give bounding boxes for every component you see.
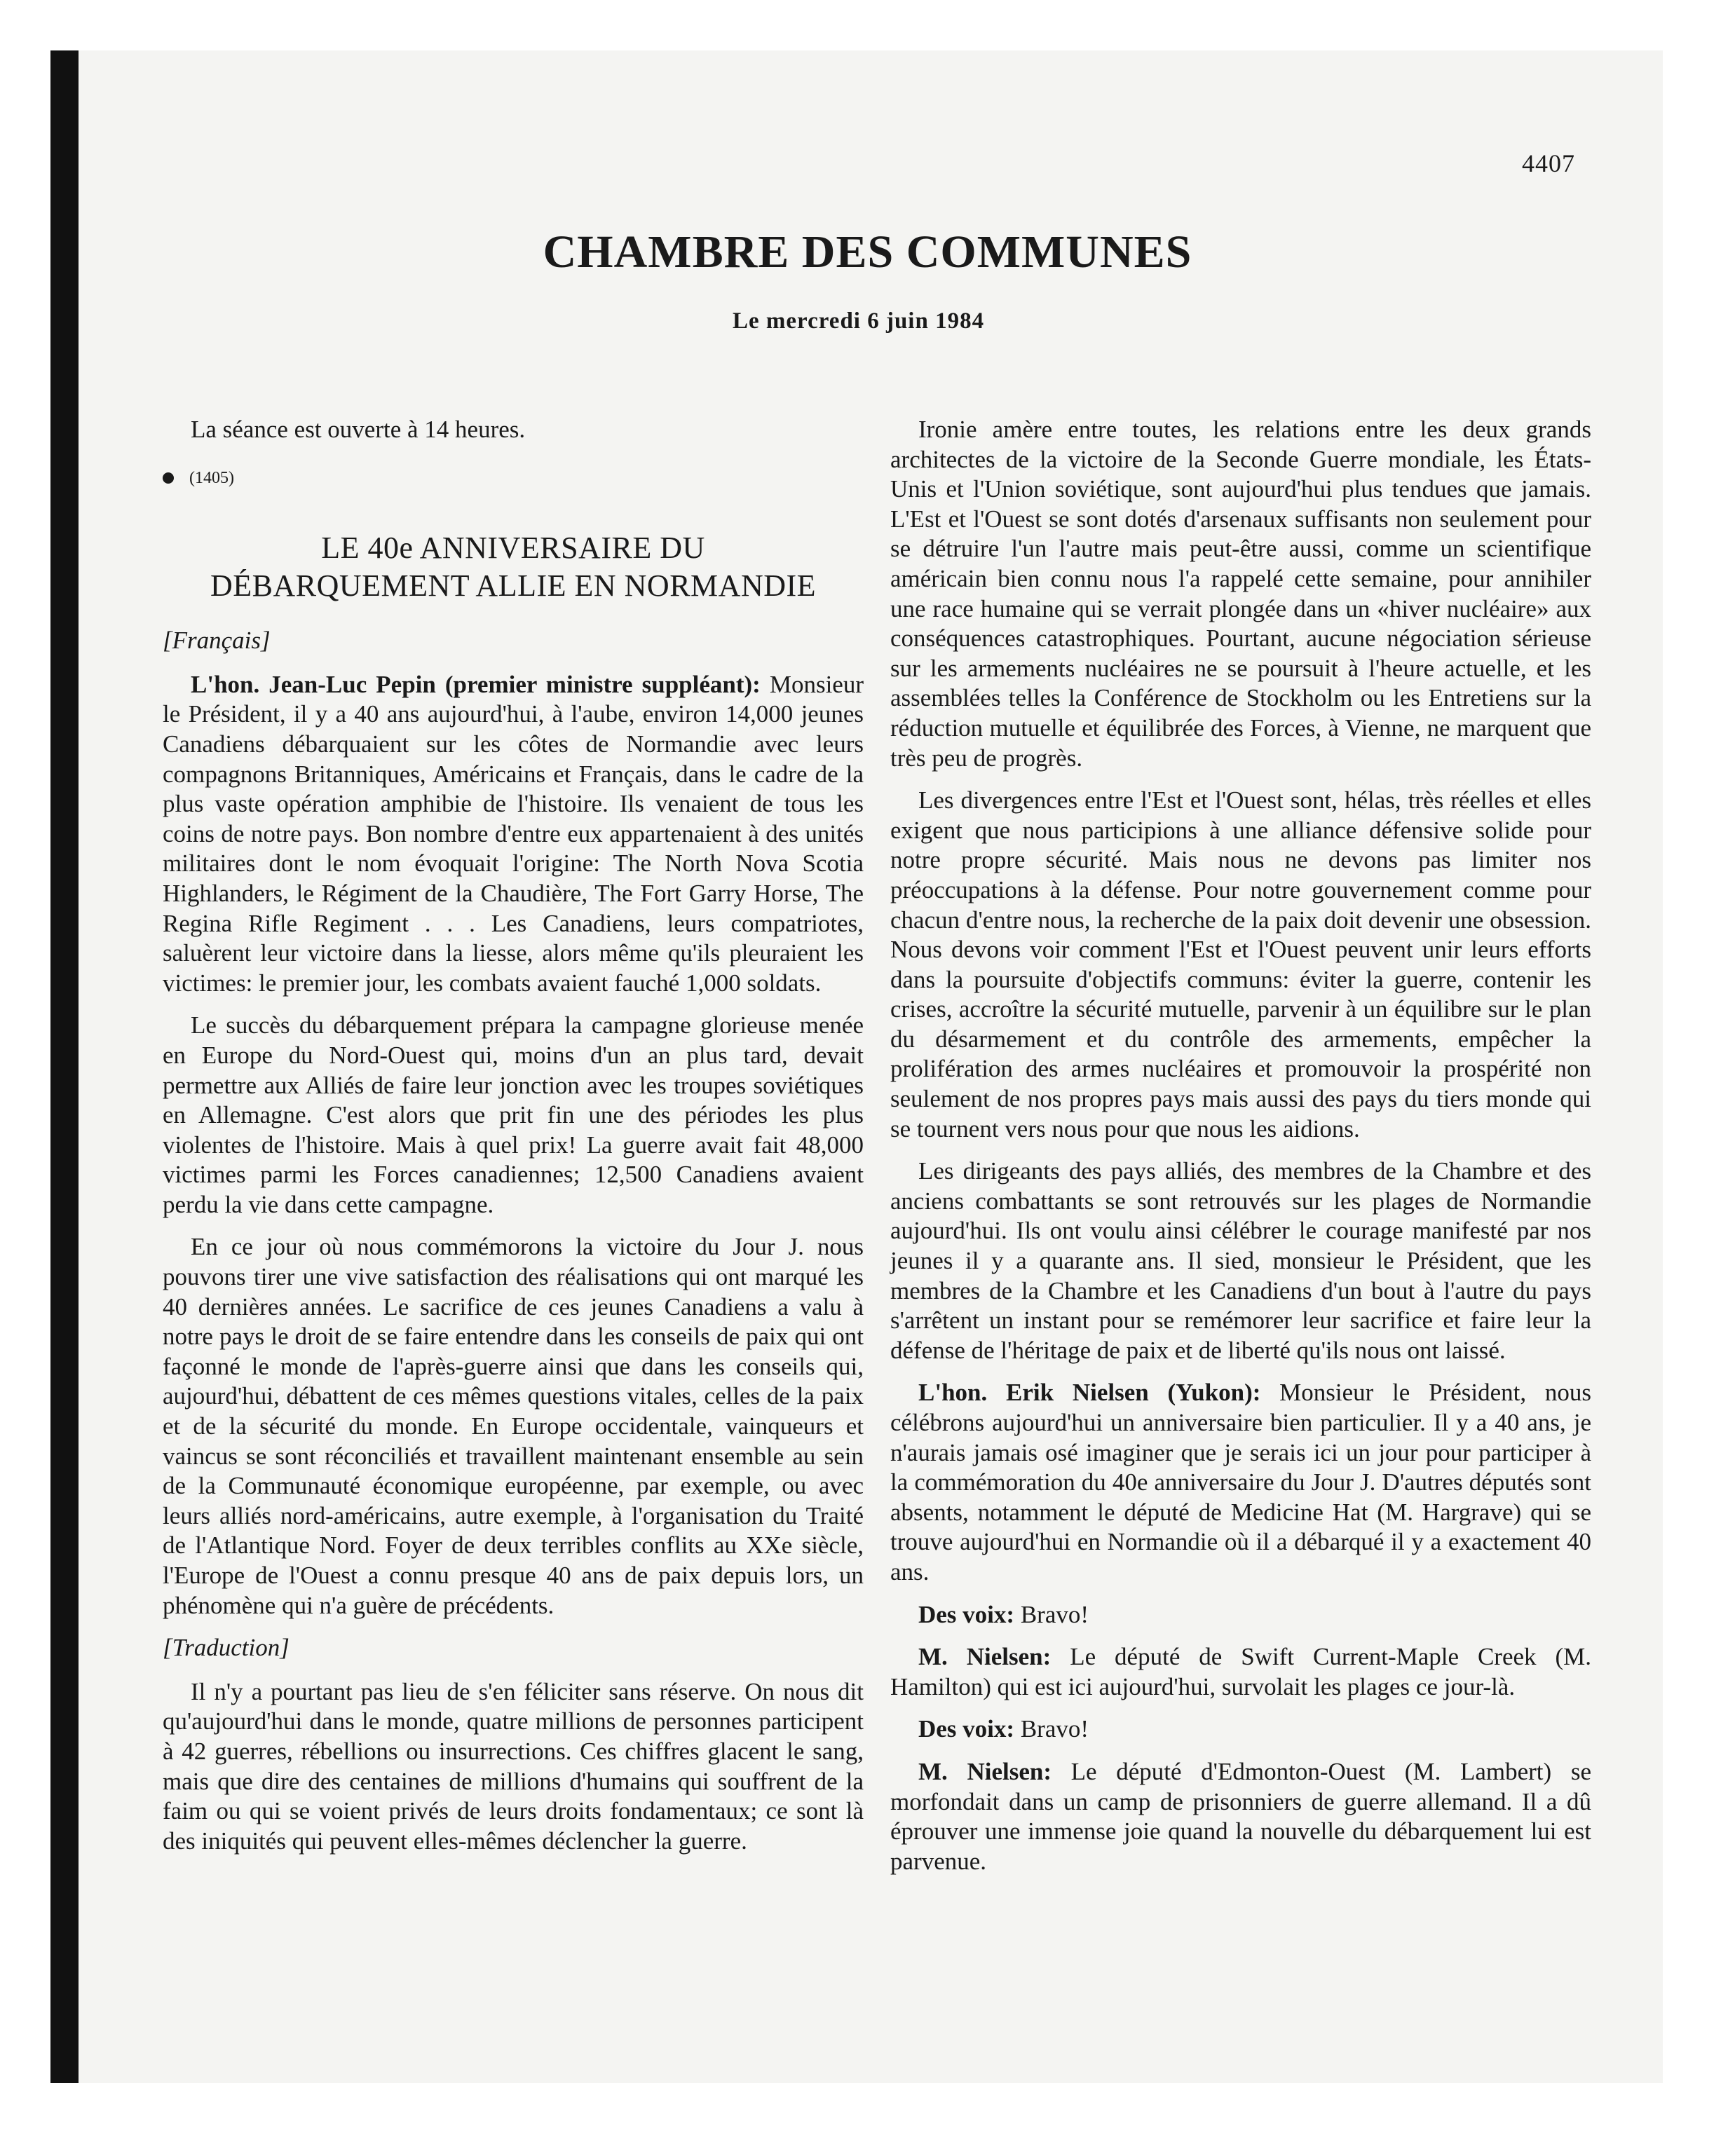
- section-title: [163, 529, 864, 605]
- speaker-name: Des voix:: [918, 1600, 1015, 1628]
- interjection: [890, 1714, 1591, 1745]
- time-marker-label: (1405): [189, 468, 234, 487]
- paragraph: Ironie amère entre toutes, les relations entre les deux grands architectes de la victoire de la Seconde Guerre mondiale, les États-Unis et l'Union soviétique, sont aujourd'hui plus tendues que jamais. L'Est et l'Ouest se sont dotés d'arsenaux suffisants non seulement pour se détruire l'un l'autre mais peut-être aussi, comme un scientifique américain bien connu nous l'a rappelé cette semaine, pour annihiler une race humaine qui se verrait plongée dans un «hiver nucléaire» aux conséquences catastrophiques. Pourtant, aucune négociation sérieuse sur les armements nucléaires ne se poursuit à l'heure actuelle, et les assemblées telles la Conférence de Stockholm ou les Entretiens sur la réduction mutuelle et équilibrée des Forces, à Vienne, ne marquent que très peu de progrès.: [890, 416, 1591, 772]
- paragraph: [890, 1757, 1591, 1876]
- right-column: [890, 415, 1591, 1889]
- speaker-name: M. Nielsen:: [918, 1757, 1052, 1785]
- section-title-line-2: DÉBARQUEMENT ALLIE EN NORMANDIE: [210, 568, 817, 603]
- paragraph: En ce jour où nous commémorons la victoire du Jour J. nous pouvons tirer une vive satisfaction des réalisations qui ont marqué les 40 dernières années. Le sacrifice de ces jeunes Canadiens a valu à notre pays le droit de se faire entendre dans les conseils de paix qui ont façonné le monde de l'après-guerre ainsi que dans les conseils qui, aujourd'hui, débattent de ces mêmes questions vitales, celles de la paix et de la sécurité du monde. En Europe occidentale, vainqueurs et vaincus se sont réconciliés et travaillent maintenant ensemble au sein de la Communauté économique européenne, par exemple, ou avec leurs alliés nord-américains, autre exemple, à l'organisation du Traité de l'Atlantique Nord. Foyer de deux terribles conflits au XXe siècle, l'Europe de l'Ouest a connu presque 40 ans de paix depuis lors, un phénomène qui n'a guère de précédents.: [163, 1233, 864, 1619]
- sitting-opening: La séance est ouverte à 14 heures.: [191, 416, 526, 443]
- language-tag-translation: [Traduction]: [163, 1634, 290, 1662]
- interjection-text: Bravo!: [1020, 1715, 1089, 1743]
- paragraph-text: Monsieur le Président, nous célébrons aujourd'hui un anniversaire bien particulier. Il y a 40 ans, je n'aurais jamais osé imaginer que je serais ici un jour pour participer à la commémoration du 40e anniversaire du Jour J. D'autres députés sont absents, notamment le député de Medicine Hat (M. Hargrave) qui se trouve aujourd'hui en Normandie où il a débarqué il y a exactement 40 ans.: [890, 1379, 1591, 1585]
- speaker-name: Des voix:: [918, 1715, 1015, 1743]
- paragraph-text: Le député de Swift Current-Maple Creek (M. Hamilton) qui est ici aujourd'hui, survolait les plages ce jour-là.: [890, 1643, 1591, 1700]
- paragraph-text: Le député d'Edmonton-Ouest (M. Lambert) se morfondait dans un camp de prisonniers de guerre allemand. Il a dû éprouver une immense joie quand la nouvelle du débarquement lui est parvenue.: [890, 1757, 1592, 1875]
- time-marker: [163, 463, 864, 493]
- paragraph: [890, 1378, 1591, 1587]
- masthead-title: CHAMBRE DES COMMUNES: [543, 226, 1192, 278]
- page-number: 4407: [1522, 149, 1575, 177]
- paragraph-text: Monsieur le Président, il y a 40 ans aujourd'hui, à l'aube, environ 14,000 jeunes Canadiens débarquaient sur les côtes de Normandie avec leurs compagnons Britanniques, Américains et Français, dans le cadre de la plus vaste opération amphibie de l'histoire. Ils venaient de tous les coins de notre pays. Bon nombre d'entre eux appartenaient à des unités militaires dont le nom évoquait l'origine: The North Nova Scotia Highlanders, le Régiment de la Chaudière, The Fort Garry Horse, The Regina Rifle Regiment . . . Les Canadiens, leurs compatriotes, saluèrent leur victoire dans la liesse, alors même qu'ils pleuraient les victimes: le premier jour, les combats avaient fauché 1,000 soldats.: [163, 670, 864, 997]
- paragraph: Les dirigeants des pays alliés, des membres de la Chambre et des anciens combattants se sont retrouvés sur les plages de Normandie aujourd'hui. Ils ont voulu ainsi célébrer le courage manifesté par nos jeunes il y a quarante ans. Il sied, monsieur le Président, que les membres de la Chambre et les Canadiens d'un bout à l'autre du pays s'arrêtent un instant pour se remémorer leur sacrifice et faire leur la défense de l'héritage de paix et de liberté qu'ils nous ont laissé.: [890, 1157, 1591, 1364]
- paragraph: Le succès du débarquement prépara la campagne glorieuse menée en Europe du Nord-Ouest qui, moins d'un an plus tard, devait permettre aux Alliés de faire leur jonction avec les troupes soviétiques en Allemagne. C'est alors que prit fin une des périodes les plus violentes de l'histoire. Mais à quel prix! La guerre avait fait 48,000 victimes parmi les Forces canadiennes; 12,500 Canadiens avaient perdu la vie dans cette campagne.: [163, 1011, 864, 1218]
- paragraph: Les divergences entre l'Est et l'Ouest sont, hélas, très réelles et elles exigent que nous participions à une alliance défensive solide pour notre propre sécurité. Mais nous ne devons pas limiter nos préoccupations à la défense. Pour notre gouvernement comme pour chacun d'entre nous, la recherche de la paix doit devenir une obsession. Nous devons voir comment l'Est et l'Ouest peuvent unir leurs efforts dans la poursuite d'objectifs communs: éviter la guerre, contenir les crises, accroître la sécurité mutuelle, parvenir à un équilibre sur le plan du désarmement et du contrôle des armements, empêcher la prolifération des armes nucléaires et promouvoir la prospérité non seulement de nos propres pays mais aussi des pays du tiers monde qui se tournent vers nous pour que nous les aidions.: [890, 786, 1591, 1142]
- speaker-name: L'hon. Erik Nielsen (Yukon):: [918, 1379, 1261, 1407]
- bullet-icon: [163, 472, 174, 484]
- paragraph: [163, 670, 864, 999]
- left-column: [163, 415, 864, 1869]
- sitting-date: Le mercredi 6 juin 1984: [733, 308, 985, 334]
- speaker-name: M. Nielsen:: [918, 1643, 1052, 1671]
- interjection: [890, 1600, 1591, 1630]
- section-title-line-1: LE 40e ANNIVERSAIRE DU: [321, 531, 705, 566]
- language-tag-french: [Français]: [163, 627, 271, 655]
- interjection-text: Bravo!: [1020, 1600, 1089, 1628]
- paragraph: [890, 1642, 1591, 1702]
- paragraph: Il n'y a pourtant pas lieu de s'en féliciter sans réserve. On nous dit qu'aujourd'hui dans le monde, quatre millions de personnes participent à 42 guerres, rébellions ou insurrections. Ces chiffres glacent le sang, mais que dire des centaines de millions d'humains qui souffrent de la faim ou qui se voient privés de leurs droits fondamentaux; ce sont là des iniquités qui peuvent elles-mêmes déclencher la guerre.: [163, 1677, 864, 1855]
- page-binding-edge: [50, 50, 79, 2083]
- speaker-name: L'hon. Jean-Luc Pepin (premier ministre suppléant):: [191, 670, 761, 698]
